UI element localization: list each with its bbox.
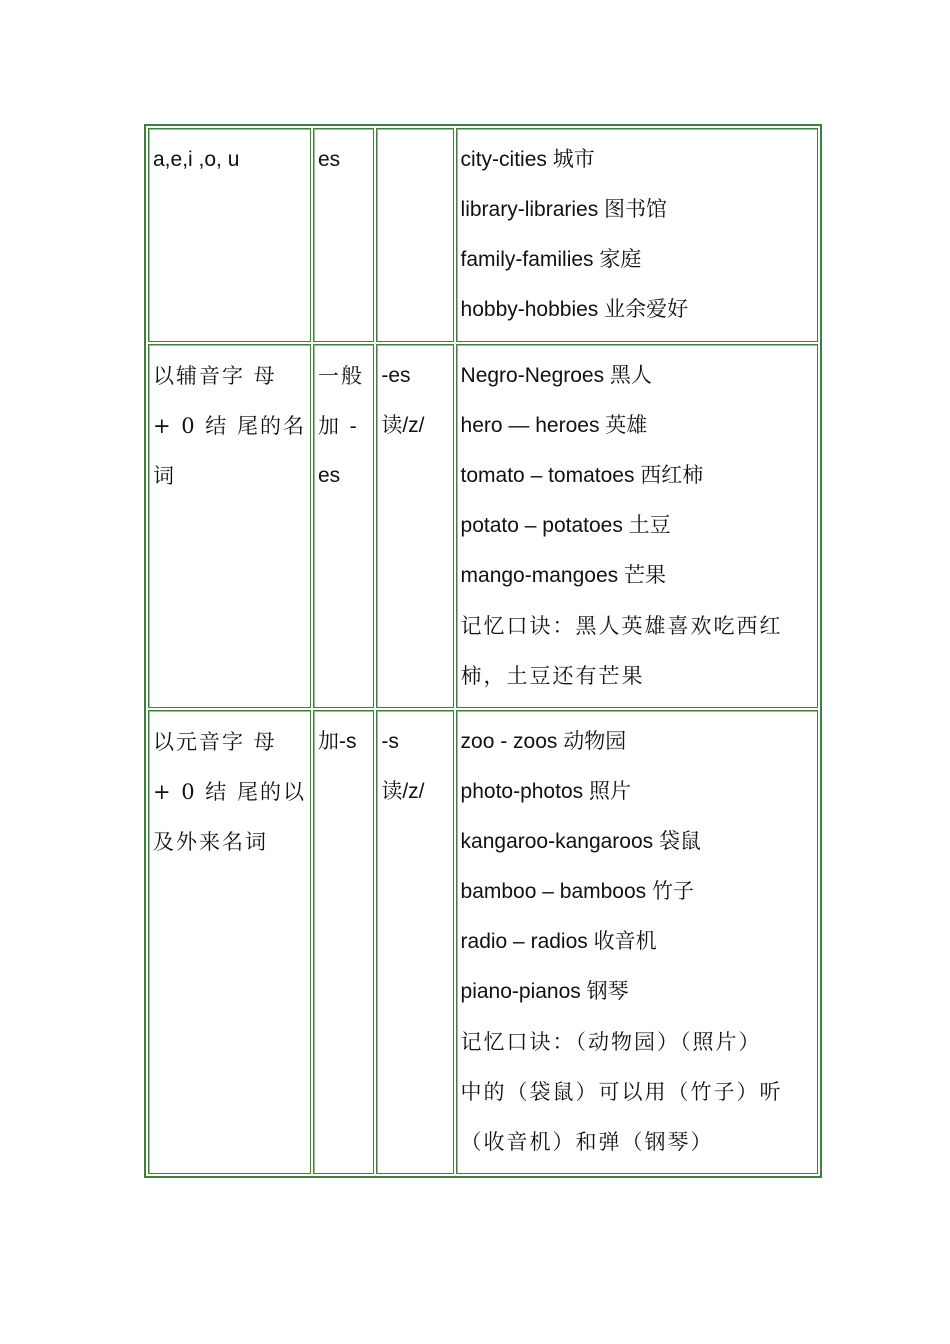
ending-text: + 0 结 尾的以: [153, 780, 306, 804]
rule-text: 一般: [317, 364, 364, 388]
plural-rules-table: [144, 124, 822, 1178]
rule-cell: [313, 344, 374, 708]
example-item: kangaroo-kangaroos 袋鼠: [460, 830, 701, 853]
pronunciation-text: 读/z/: [381, 414, 425, 437]
table-row: [148, 128, 818, 342]
ending-text: 以元音字 母: [153, 730, 277, 754]
pronunciation-text: -es: [381, 364, 411, 387]
ending-text: + 0 结 尾的名: [153, 414, 306, 438]
examples-cell: [456, 344, 818, 708]
ending-cell: [148, 710, 311, 1174]
pronunciation-cell: [376, 710, 453, 1174]
example-item: hobby-hobbies 业余爱好: [460, 298, 689, 321]
rule-text: es: [317, 464, 341, 487]
example-item: photo-photos 照片: [460, 780, 631, 803]
example-item: bamboo – bamboos 竹子: [460, 880, 694, 903]
pronunciation-text: -s: [381, 730, 399, 753]
ending-text: 词: [153, 464, 176, 488]
mnemonic-line: 记忆口诀：（动物园）（照片）: [460, 1030, 762, 1054]
example-item: radio – radios 收音机: [460, 930, 657, 953]
example-item: family-families 家庭: [460, 248, 642, 271]
mnemonic-line: 中的（袋鼠）可以用（竹子）听: [460, 1080, 783, 1104]
table-body: [148, 128, 818, 1174]
table-row: [148, 710, 818, 1174]
table-row: [148, 344, 818, 708]
example-item: mango-mangoes 芒果: [460, 564, 666, 587]
examples-cell: [456, 128, 818, 342]
mnemonic-line: 记忆口诀：黑人英雄喜欢吃西红: [460, 614, 783, 638]
mnemonic-line: 柿，土豆还有芒果: [460, 664, 645, 688]
mnemonic-line: （收音机）和弹（钢琴）: [460, 1130, 714, 1154]
pronunciation-cell: [376, 344, 453, 708]
example-item: tomato – tomatoes 西红柿: [460, 464, 704, 487]
rule-text: 加-s: [317, 730, 357, 753]
ending-text: a,e,i ,o, u: [153, 148, 240, 171]
examples-cell: [456, 710, 818, 1174]
rule-text: es: [317, 148, 341, 171]
rule-text: 加 -: [317, 414, 359, 438]
rule-cell: [313, 710, 374, 1174]
ending-cell: [148, 344, 311, 708]
example-item: hero — heroes 英雄: [460, 414, 648, 437]
rule-cell: [313, 128, 374, 342]
example-item: potato – potatoes 土豆: [460, 514, 671, 537]
example-item: zoo - zoos 动物园: [460, 730, 627, 753]
pronunciation-text: 读/z/: [381, 780, 425, 803]
example-item: Negro-Negroes 黑人: [460, 364, 652, 387]
example-item: library-libraries 图书馆: [460, 198, 668, 221]
example-item: piano-pianos 钢琴: [460, 980, 629, 1003]
pronunciation-cell: [376, 128, 453, 342]
ending-text: 以辅音字 母: [153, 364, 277, 388]
ending-cell: [148, 128, 311, 342]
ending-text: 及外来名词: [153, 830, 268, 854]
example-item: city-cities 城市: [460, 148, 595, 171]
